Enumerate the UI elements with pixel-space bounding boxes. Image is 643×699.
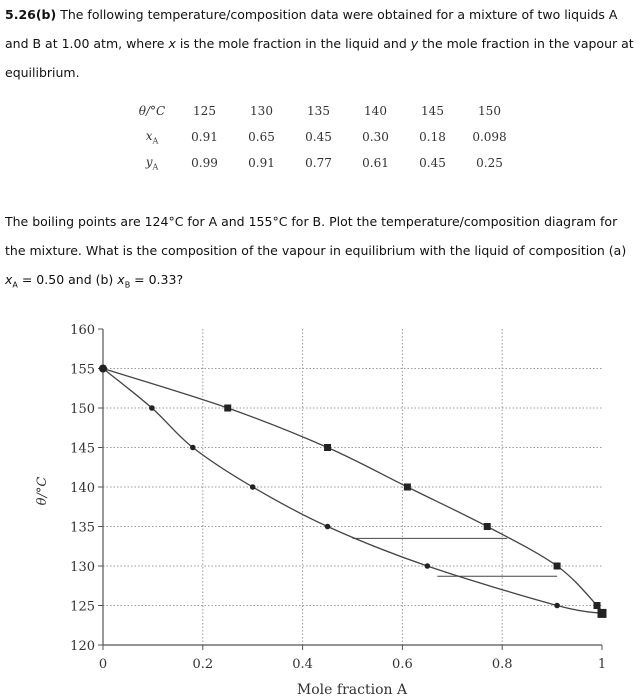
table-cell: 145 bbox=[421, 104, 444, 118]
row-label-ya: $y_A$ bbox=[145, 154, 159, 172]
table-cell: 0.77 bbox=[305, 156, 332, 170]
vapour-point bbox=[554, 563, 561, 570]
phase-diagram-chart bbox=[0, 315, 643, 699]
tie-lines bbox=[353, 538, 558, 576]
y-tick-label: 125 bbox=[70, 599, 95, 615]
table-cell: 0.99 bbox=[191, 156, 218, 170]
vapour-point bbox=[324, 444, 331, 451]
liquid-point bbox=[99, 365, 107, 373]
x-tick-label: 0 bbox=[98, 657, 108, 672]
table-cell: 0.45 bbox=[305, 130, 332, 144]
problem-text-1: The following temperature/composition data were obtained for a mixture of two liquids A and B at 1.00 atm, where bbox=[5, 7, 618, 51]
vapour-point bbox=[224, 405, 231, 412]
x-axis-label: Mole fraction A bbox=[296, 682, 408, 698]
y-tick-label: 130 bbox=[70, 560, 95, 575]
y-tick-label: 120 bbox=[70, 639, 95, 654]
liquid-point bbox=[425, 563, 431, 569]
y-tick-label: 145 bbox=[70, 441, 95, 457]
var-y: y bbox=[410, 36, 419, 51]
x-tick-label: 0.2 bbox=[192, 657, 214, 672]
table-cell: 0.098 bbox=[472, 130, 507, 144]
x-tick-label: 0.6 bbox=[392, 657, 413, 672]
table-cell: 125 bbox=[193, 104, 216, 118]
table-cell: 0.91 bbox=[191, 130, 218, 144]
question-part-2: = 0.50 and (b) bbox=[17, 272, 118, 287]
x-tick-label: 1 bbox=[597, 657, 607, 672]
table-cell: 130 bbox=[250, 104, 273, 118]
row-label-theta: θ/°C bbox=[138, 104, 166, 118]
x-tick-label: 0.4 bbox=[292, 657, 313, 672]
liquid-point bbox=[250, 484, 256, 490]
liquid-point bbox=[554, 603, 560, 609]
table-cell: 135 bbox=[307, 104, 330, 118]
table-cell: 0.30 bbox=[362, 130, 389, 144]
vapour-point bbox=[594, 602, 601, 609]
y-tick-label: 160 bbox=[70, 323, 95, 338]
question-part-3: = 0.33? bbox=[130, 272, 184, 287]
question-part-1: The boiling points are 124°C for A and 155°C for B. Plot the temperature/composition diagram for the mixture. What is the composition of the vapour in equilibrium with the liquid of composition (a) bbox=[5, 214, 627, 258]
problem-text-3: the mole fraction in the vapour at equilibrium. bbox=[5, 36, 634, 80]
var-xb: x bbox=[117, 272, 125, 287]
y-tick-label: 150 bbox=[70, 402, 95, 417]
table-cell: 0.45 bbox=[419, 156, 446, 170]
table-cell: 0.61 bbox=[362, 156, 389, 170]
vapour-point bbox=[404, 484, 411, 491]
problem-number: 5.26(b) bbox=[5, 7, 57, 22]
data-table bbox=[128, 98, 518, 176]
y-axis-label: θ/°C bbox=[35, 476, 50, 506]
liquid-point bbox=[190, 445, 196, 451]
table-row-xa bbox=[128, 124, 518, 150]
row-label-xa: $x_A$ bbox=[145, 128, 159, 146]
problem-text-2: is the mole fraction in the liquid and bbox=[175, 36, 411, 51]
xb-subscript: B bbox=[124, 280, 131, 290]
liquid-point bbox=[325, 524, 331, 530]
vapour-point bbox=[484, 523, 491, 530]
y-tick-label: 155 bbox=[70, 362, 95, 378]
table-row-ya bbox=[128, 150, 518, 176]
chart-ticks bbox=[70, 323, 606, 672]
vapour-point bbox=[598, 609, 607, 618]
table-cell: 140 bbox=[364, 104, 387, 118]
table-cell: 0.65 bbox=[248, 130, 275, 144]
problem-statement bbox=[5, 0, 640, 87]
table-cell: 0.91 bbox=[248, 156, 275, 170]
table-cell: 150 bbox=[478, 104, 501, 118]
table-cell: 0.25 bbox=[476, 156, 503, 170]
table-cell: 0.18 bbox=[419, 130, 446, 144]
xa-subscript: A bbox=[12, 280, 18, 290]
y-tick-label: 140 bbox=[70, 481, 95, 496]
x-tick-label: 0.8 bbox=[491, 657, 513, 672]
var-xa: x bbox=[5, 272, 13, 287]
var-x: x bbox=[168, 36, 176, 51]
table-row-theta bbox=[128, 98, 518, 124]
question-text bbox=[5, 207, 640, 300]
y-tick-label: 135 bbox=[70, 520, 95, 536]
liquid-point bbox=[149, 405, 155, 411]
chart-markers bbox=[99, 365, 607, 618]
